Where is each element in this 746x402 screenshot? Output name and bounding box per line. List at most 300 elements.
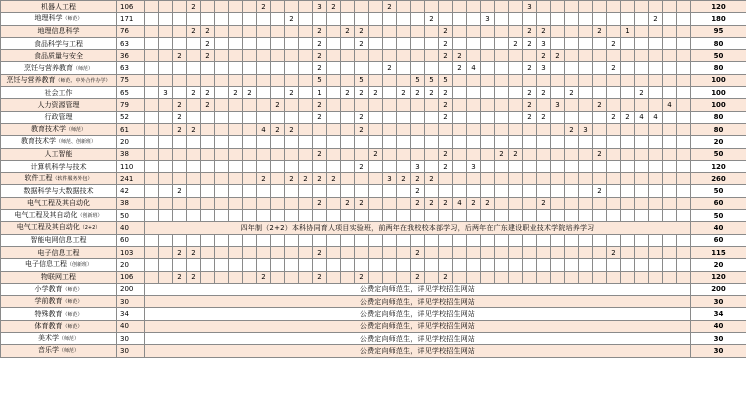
region-count-cell — [187, 173, 201, 185]
region-count-cell — [285, 62, 299, 74]
region-count-cell — [439, 234, 453, 246]
region-count-cell — [341, 50, 355, 62]
region-count-cell — [145, 259, 159, 271]
region-count-cell — [173, 13, 187, 25]
table-row — [1, 25, 746, 37]
plan-count-cell: 50 — [117, 210, 145, 222]
region-count-cell: 2 — [383, 62, 397, 74]
region-count-cell: 2 — [285, 173, 299, 185]
region-count-cell: 2 — [537, 25, 551, 37]
region-count-cell — [663, 62, 677, 74]
region-count-cell — [229, 246, 243, 258]
region-count-cell — [509, 210, 523, 222]
region-count-cell — [341, 123, 355, 135]
region-count-cell — [271, 173, 285, 185]
region-count-cell — [383, 197, 397, 209]
region-count-cell — [299, 246, 313, 258]
region-count-cell — [551, 1, 565, 13]
region-count-cell — [579, 136, 593, 148]
region-count-cell — [649, 234, 663, 246]
region-count-cell — [663, 271, 677, 283]
region-count-cell — [341, 160, 355, 172]
region-count-cell — [607, 148, 621, 160]
region-count-cell — [537, 123, 551, 135]
total-cell: 115 — [691, 246, 746, 258]
region-count-cell — [159, 173, 173, 185]
region-count-cell — [635, 246, 649, 258]
region-count-cell — [481, 136, 495, 148]
table-row — [1, 87, 746, 99]
region-count-cell — [383, 25, 397, 37]
region-count-cell: 2 — [439, 99, 453, 111]
plan-count-cell: 63 — [117, 37, 145, 49]
region-count-cell — [551, 160, 565, 172]
major-note: （师范） — [72, 65, 93, 72]
region-count-cell — [649, 74, 663, 86]
region-count-cell — [257, 185, 271, 197]
region-count-cell — [341, 136, 355, 148]
region-count-cell — [271, 160, 285, 172]
table-row — [1, 210, 746, 222]
total-cell: 120 — [691, 160, 746, 172]
region-count-cell — [201, 185, 215, 197]
region-count-cell: 1 — [621, 25, 635, 37]
region-count-cell — [215, 37, 229, 49]
region-count-cell — [677, 25, 691, 37]
region-count-cell — [397, 148, 411, 160]
region-count-cell — [621, 271, 635, 283]
region-count-cell — [481, 74, 495, 86]
region-count-cell — [537, 160, 551, 172]
region-count-cell: 2 — [495, 148, 509, 160]
region-count-cell — [607, 50, 621, 62]
major-name: 地理信息科学 — [37, 27, 80, 36]
region-count-cell — [257, 111, 271, 123]
region-count-cell — [229, 210, 243, 222]
region-count-cell — [383, 210, 397, 222]
plan-count-cell: 65 — [117, 87, 145, 99]
region-count-cell — [383, 13, 397, 25]
region-count-cell — [229, 25, 243, 37]
region-count-cell: 3 — [551, 99, 565, 111]
region-count-cell — [173, 74, 187, 86]
region-count-cell — [187, 197, 201, 209]
table-row — [1, 50, 746, 62]
plan-count-cell: 20 — [117, 259, 145, 271]
region-count-cell — [355, 148, 369, 160]
major-note: （师范） — [65, 127, 86, 134]
major-note: （师范、中外合作办学） — [55, 77, 111, 84]
region-count-cell — [523, 13, 537, 25]
region-count-cell: 2 — [537, 87, 551, 99]
major-name-cell — [1, 62, 117, 74]
region-count-cell: 4 — [257, 123, 271, 135]
region-count-cell — [649, 62, 663, 74]
region-count-cell: 2 — [173, 50, 187, 62]
region-count-cell — [551, 246, 565, 258]
region-count-cell — [313, 13, 327, 25]
region-count-cell: 2 — [187, 87, 201, 99]
region-count-cell — [495, 271, 509, 283]
region-count-cell — [355, 62, 369, 74]
region-count-cell — [313, 160, 327, 172]
region-count-cell: 2 — [313, 37, 327, 49]
region-count-cell — [341, 148, 355, 160]
region-count-cell — [439, 246, 453, 258]
region-count-cell — [453, 25, 467, 37]
region-count-cell: 2 — [341, 25, 355, 37]
region-count-cell — [355, 246, 369, 258]
major-name-cell — [1, 185, 117, 197]
region-count-cell — [187, 62, 201, 74]
region-count-cell — [509, 173, 523, 185]
region-count-cell — [243, 99, 257, 111]
region-count-cell — [215, 197, 229, 209]
region-count-cell — [327, 111, 341, 123]
region-count-cell — [481, 185, 495, 197]
region-count-cell: 2 — [565, 123, 579, 135]
region-count-cell — [159, 37, 173, 49]
region-count-cell — [369, 1, 383, 13]
region-count-cell — [621, 74, 635, 86]
region-count-cell — [243, 197, 257, 209]
region-count-cell — [327, 25, 341, 37]
region-count-cell: 2 — [313, 148, 327, 160]
region-count-cell: 2 — [439, 37, 453, 49]
region-count-cell — [467, 50, 481, 62]
region-count-cell — [327, 87, 341, 99]
region-count-cell: 2 — [355, 123, 369, 135]
region-count-cell — [607, 1, 621, 13]
major-name: 电气工程及其自动化 — [16, 223, 80, 232]
region-count-cell — [495, 197, 509, 209]
region-count-cell — [607, 13, 621, 25]
region-count-cell — [663, 160, 677, 172]
region-count-cell — [425, 50, 439, 62]
region-count-cell — [257, 259, 271, 271]
region-count-cell: 2 — [439, 148, 453, 160]
region-count-cell: 2 — [523, 99, 537, 111]
region-count-cell — [635, 271, 649, 283]
region-count-cell — [173, 87, 187, 99]
region-count-cell — [215, 62, 229, 74]
region-count-cell — [509, 25, 523, 37]
major-name: 机器人工程 — [41, 2, 76, 11]
region-count-cell — [271, 136, 285, 148]
region-count-cell: 2 — [509, 148, 523, 160]
major-name: 电气工程及其自动化 — [14, 211, 78, 220]
region-count-cell: 2 — [313, 197, 327, 209]
region-count-cell: 2 — [439, 25, 453, 37]
region-count-cell — [327, 234, 341, 246]
region-count-cell: 2 — [481, 197, 495, 209]
major-name: 特殊教育 — [34, 309, 63, 318]
region-count-cell — [411, 234, 425, 246]
region-count-cell: 3 — [467, 160, 481, 172]
region-count-cell — [607, 136, 621, 148]
region-count-cell — [341, 1, 355, 13]
total-cell: 95 — [691, 25, 746, 37]
total-cell: 260 — [691, 173, 746, 185]
region-count-cell — [299, 210, 313, 222]
region-count-cell: 2 — [453, 62, 467, 74]
region-count-cell — [369, 185, 383, 197]
region-count-cell — [453, 13, 467, 25]
region-count-cell: 2 — [635, 87, 649, 99]
region-count-cell — [607, 160, 621, 172]
major-name-cell — [1, 333, 117, 345]
region-count-cell: 2 — [257, 1, 271, 13]
region-count-cell — [467, 210, 481, 222]
region-count-cell — [215, 246, 229, 258]
region-count-cell — [299, 74, 313, 86]
merged-note-cell: 公费定向师范生，详见学校招生网站 — [145, 296, 691, 308]
region-count-cell — [677, 99, 691, 111]
plan-count-cell: 40 — [117, 320, 145, 332]
region-count-cell — [397, 99, 411, 111]
region-count-cell — [243, 234, 257, 246]
region-count-cell — [383, 271, 397, 283]
region-count-cell — [201, 259, 215, 271]
region-count-cell — [215, 160, 229, 172]
region-count-cell — [243, 173, 257, 185]
region-count-cell — [201, 197, 215, 209]
region-count-cell — [173, 259, 187, 271]
region-count-cell — [607, 173, 621, 185]
region-count-cell: 2 — [299, 173, 313, 185]
region-count-cell: 2 — [243, 87, 257, 99]
region-count-cell — [145, 25, 159, 37]
region-count-cell: 2 — [607, 111, 621, 123]
region-count-cell — [285, 50, 299, 62]
region-count-cell: 2 — [537, 111, 551, 123]
region-count-cell — [285, 1, 299, 13]
region-count-cell — [341, 111, 355, 123]
region-count-cell — [635, 13, 649, 25]
region-count-cell — [271, 62, 285, 74]
major-name: 烹饪与营养教育 — [6, 75, 56, 84]
region-count-cell — [523, 259, 537, 271]
region-count-cell — [495, 74, 509, 86]
region-count-cell: 2 — [607, 62, 621, 74]
table-row — [1, 320, 746, 332]
region-count-cell — [481, 99, 495, 111]
region-count-cell — [467, 123, 481, 135]
plan-count-cell: 40 — [117, 222, 145, 234]
region-count-cell — [453, 99, 467, 111]
region-count-cell — [397, 246, 411, 258]
region-count-cell — [145, 148, 159, 160]
region-count-cell — [257, 148, 271, 160]
region-count-cell: 2 — [523, 62, 537, 74]
region-count-cell — [537, 259, 551, 271]
region-count-cell — [593, 123, 607, 135]
total-cell: 120 — [691, 271, 746, 283]
region-count-cell: 2 — [173, 185, 187, 197]
region-count-cell — [537, 246, 551, 258]
region-count-cell: 2 — [369, 87, 383, 99]
region-count-cell — [215, 13, 229, 25]
table-row — [1, 283, 746, 295]
region-count-cell — [621, 246, 635, 258]
region-count-cell — [565, 37, 579, 49]
region-count-cell — [425, 259, 439, 271]
region-count-cell — [677, 74, 691, 86]
region-count-cell — [607, 259, 621, 271]
region-count-cell: 2 — [187, 271, 201, 283]
region-count-cell — [523, 173, 537, 185]
region-count-cell — [159, 62, 173, 74]
region-count-cell: 2 — [187, 25, 201, 37]
major-name-cell — [1, 87, 117, 99]
region-count-cell — [481, 1, 495, 13]
region-count-cell — [285, 185, 299, 197]
region-count-cell — [215, 148, 229, 160]
region-count-cell — [565, 185, 579, 197]
region-count-cell — [369, 246, 383, 258]
region-count-cell — [271, 13, 285, 25]
region-count-cell — [257, 234, 271, 246]
major-note: （师范） — [58, 336, 79, 343]
region-count-cell — [565, 13, 579, 25]
region-count-cell: 2 — [313, 246, 327, 258]
region-count-cell — [467, 111, 481, 123]
major-name: 软件工程 — [24, 174, 53, 183]
region-count-cell — [215, 111, 229, 123]
region-count-cell — [411, 148, 425, 160]
region-count-cell — [299, 271, 313, 283]
region-count-cell — [509, 123, 523, 135]
region-count-cell — [565, 148, 579, 160]
region-count-cell — [663, 210, 677, 222]
region-count-cell — [257, 136, 271, 148]
region-count-cell — [173, 62, 187, 74]
region-count-cell — [229, 111, 243, 123]
region-count-cell — [355, 259, 369, 271]
region-count-cell — [229, 160, 243, 172]
region-count-cell — [565, 99, 579, 111]
region-count-cell — [621, 37, 635, 49]
major-name: 智能电网信息工程 — [30, 236, 87, 245]
region-count-cell — [677, 13, 691, 25]
region-count-cell — [187, 50, 201, 62]
region-count-cell — [593, 37, 607, 49]
region-count-cell — [271, 74, 285, 86]
region-count-cell — [243, 74, 257, 86]
region-count-cell — [495, 234, 509, 246]
region-count-cell — [453, 1, 467, 13]
region-count-cell — [355, 185, 369, 197]
region-count-cell — [495, 259, 509, 271]
region-count-cell — [579, 197, 593, 209]
region-count-cell: 2 — [439, 87, 453, 99]
region-count-cell: 2 — [425, 173, 439, 185]
region-count-cell — [229, 123, 243, 135]
region-count-cell — [229, 259, 243, 271]
region-count-cell — [439, 210, 453, 222]
region-count-cell — [243, 210, 257, 222]
region-count-cell — [159, 136, 173, 148]
region-count-cell — [173, 136, 187, 148]
region-count-cell — [271, 271, 285, 283]
region-count-cell: 2 — [523, 111, 537, 123]
region-count-cell — [677, 271, 691, 283]
region-count-cell — [607, 123, 621, 135]
region-count-cell: 4 — [649, 111, 663, 123]
region-count-cell — [411, 136, 425, 148]
region-count-cell — [355, 50, 369, 62]
region-count-cell — [635, 50, 649, 62]
plan-count-cell: 75 — [117, 74, 145, 86]
region-count-cell — [425, 271, 439, 283]
total-cell: 20 — [691, 136, 746, 148]
region-count-cell — [383, 74, 397, 86]
major-name-cell — [1, 111, 117, 123]
region-count-cell — [159, 185, 173, 197]
region-count-cell: 2 — [649, 13, 663, 25]
region-count-cell — [551, 37, 565, 49]
region-count-cell — [523, 136, 537, 148]
region-count-cell — [145, 123, 159, 135]
region-count-cell — [467, 87, 481, 99]
region-count-cell — [229, 37, 243, 49]
region-count-cell — [159, 74, 173, 86]
region-count-cell — [327, 123, 341, 135]
region-count-cell — [369, 25, 383, 37]
region-count-cell — [425, 160, 439, 172]
major-note: （软件服务外包） — [52, 176, 93, 183]
major-name: 小学教育 — [34, 284, 63, 293]
region-count-cell — [327, 37, 341, 49]
region-count-cell: 2 — [439, 160, 453, 172]
region-count-cell — [551, 74, 565, 86]
region-count-cell — [439, 13, 453, 25]
region-count-cell — [663, 13, 677, 25]
region-count-cell — [523, 246, 537, 258]
region-count-cell — [383, 136, 397, 148]
region-count-cell — [229, 197, 243, 209]
region-count-cell — [495, 13, 509, 25]
region-count-cell — [607, 197, 621, 209]
major-name-cell — [1, 259, 117, 271]
region-count-cell: 2 — [425, 87, 439, 99]
region-count-cell — [173, 25, 187, 37]
region-count-cell — [411, 25, 425, 37]
region-count-cell — [425, 148, 439, 160]
region-count-cell — [145, 62, 159, 74]
region-count-cell — [145, 136, 159, 148]
region-count-cell: 2 — [397, 87, 411, 99]
region-count-cell — [355, 173, 369, 185]
region-count-cell: 2 — [173, 123, 187, 135]
region-count-cell — [635, 37, 649, 49]
region-count-cell: 2 — [229, 87, 243, 99]
region-count-cell — [467, 99, 481, 111]
region-count-cell — [425, 37, 439, 49]
region-count-cell: 2 — [439, 197, 453, 209]
major-name-cell — [1, 222, 117, 234]
region-count-cell — [649, 136, 663, 148]
region-count-cell — [327, 271, 341, 283]
region-count-cell — [495, 173, 509, 185]
region-count-cell: 2 — [537, 50, 551, 62]
region-count-cell — [495, 37, 509, 49]
plan-count-cell: 241 — [117, 173, 145, 185]
region-count-cell — [397, 123, 411, 135]
region-count-cell — [215, 1, 229, 13]
region-count-cell — [663, 37, 677, 49]
region-count-cell — [495, 136, 509, 148]
